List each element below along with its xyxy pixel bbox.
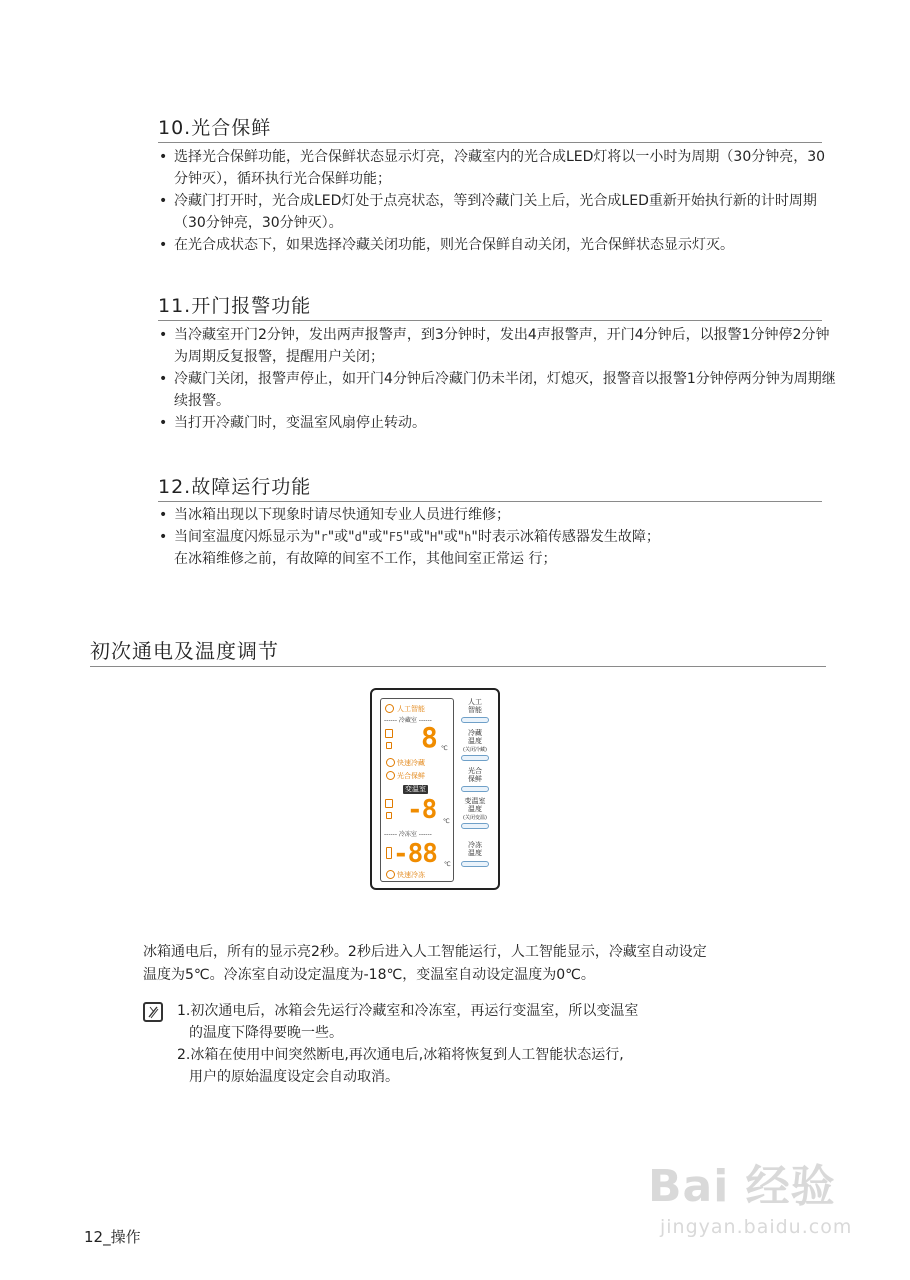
- fault-code-h-lower: h: [464, 530, 472, 544]
- ai-indicator-label: 人工智能: [397, 705, 425, 713]
- var-door-icon: [386, 812, 392, 819]
- freezer-unit: ℃: [444, 861, 451, 868]
- section-12-bullet-1: • 当冰箱出现以下现象时请尽快通知专业人员进行维修；: [158, 504, 838, 526]
- fault-code-d: d: [354, 530, 362, 544]
- photo-fresh-icon: [386, 771, 395, 780]
- section-12-list: [158, 504, 838, 570]
- section-10-list: [158, 146, 838, 256]
- ai-button[interactable]: [461, 717, 489, 723]
- baidu-watermark-logo: Bai 经验: [648, 1161, 836, 1212]
- fault-code-h-upper: H: [430, 530, 438, 544]
- section-11-bullet-1: • 当冷藏室开门2分钟，发出两声报警声，到3分钟时，发出4声报警声，开门4分钟后，以报警1分钟停2分钟为周期反复报警，提醒用户关闭；: [158, 324, 838, 368]
- power-intro: [143, 941, 823, 987]
- note-2-line-1: 2.冰箱在使用中间突然断电,再次通电后,冰箱将恢复到人工智能状态运行,: [177, 1047, 624, 1063]
- fault-line2: 在冰箱维修之前，有故障的间室不工作，其他间室正常运 行；: [174, 551, 557, 567]
- section-10-bullet-3: • 在光合成状态下，如果选择冷藏关闭功能，则光合保鲜自动关闭，光合保鲜状态显示灯灭。: [158, 234, 838, 256]
- freezer-temp-display: -88: [393, 839, 437, 869]
- fridge-mode-icon: [385, 729, 393, 738]
- notes-block: [177, 1000, 817, 1088]
- note-pencil-icon: [143, 1002, 163, 1022]
- note-1-line-1: 1.初次通电后，冰箱会先运行冷藏室和冷冻室，再运行变温室，所以变温室: [177, 1003, 639, 1019]
- fault-code-f5: F5: [388, 530, 404, 544]
- intro-line-2: 温度为5℃。冷冻室自动设定温度为-18℃，变温室自动设定温度为0℃。: [143, 967, 595, 983]
- note-2-line-2: 用户的原始温度设定会自动取消。: [189, 1069, 399, 1085]
- freezer-temp-button-label: 冷冻 温度: [468, 841, 482, 857]
- control-panel: [370, 688, 500, 890]
- note-1-line-2: 的温度下降得要晚一些。: [189, 1025, 343, 1041]
- intro-line-1: 冰箱通电后，所有的显示亮2秒。2秒后进入人工智能运行，人工智能显示，冷藏室自动设定: [143, 944, 707, 960]
- var-unit: ℃: [443, 818, 450, 825]
- fast-freeze-icon: [386, 870, 395, 879]
- fault-code-r: r: [320, 530, 328, 544]
- section-11-list: [158, 324, 838, 434]
- var-temp-display: -8: [407, 795, 437, 825]
- display-screen: [380, 698, 454, 882]
- ai-button-label: 人工 智能: [468, 698, 482, 714]
- ai-icon: [385, 704, 394, 713]
- var-room-header: 变温室: [405, 785, 426, 793]
- fault-suffix: "时表示冰箱传感器发生故障；: [471, 529, 660, 545]
- fridge-header: ------ 冷藏室 ------: [384, 717, 432, 724]
- fridge-unit: ℃: [441, 745, 448, 752]
- fast-cool-label: 快速冷藏: [397, 759, 425, 767]
- page-footer: 12_操作: [84, 1228, 141, 1246]
- or-1: "或": [327, 529, 355, 545]
- baidu-watermark-url: jingyan.baidu.com: [660, 1216, 853, 1238]
- or-2: "或": [361, 529, 389, 545]
- freezer-header: ------ 冷冻室 ------: [384, 831, 432, 838]
- fault-prefix: 当间室温度闪烁显示为": [174, 529, 321, 545]
- fast-freeze-label: 快速冷冻: [397, 871, 425, 879]
- photo-fresh-label: 光合保鲜: [397, 772, 425, 780]
- var-mode-icon: [385, 799, 393, 808]
- section-10-bullet-1: • 选择光合保鲜功能，光合保鲜状态显示灯亮，冷藏室内的光合成LED灯将以一小时为周期（30分钟亮，30分钟灭），循环执行光合保鲜功能；: [158, 146, 838, 190]
- photo-fresh-button-label: 光合 保鲜: [468, 767, 482, 783]
- section-11-bullet-2: • 冷藏门关闭，报警声停止，如开门4分钟后冷藏门仍未半闭，灯熄灭，报警音以报警1分钟停两分钟为周期继续报警。: [158, 368, 838, 412]
- fridge-door-icon: [386, 742, 392, 749]
- fast-cool-icon: [386, 758, 395, 767]
- fridge-temp-display: 8: [421, 721, 437, 754]
- section-11-bullet-3: • 当打开冷藏门时，变温室风扇停止转动。: [158, 412, 838, 434]
- or-4: "或": [437, 529, 465, 545]
- var-temp-button[interactable]: [461, 823, 489, 829]
- section-12-bullet-2: [158, 526, 838, 570]
- photo-fresh-button[interactable]: [461, 786, 489, 792]
- section-12-title: 12.故障运行功能: [158, 475, 822, 502]
- var-temp-button-label: 变温室 温度 (关闭变温): [463, 797, 487, 821]
- section-10-title: 10.光合保鲜: [158, 116, 822, 143]
- power-section-title: 初次通电及温度调节: [90, 638, 826, 667]
- or-3: "或": [403, 529, 431, 545]
- fridge-temp-button[interactable]: [461, 755, 489, 761]
- freezer-door-icon: [386, 847, 392, 859]
- fridge-temp-button-label: 冷藏 温度 (关闭冷藏): [463, 729, 487, 753]
- section-10-bullet-2: • 冷藏门打开时，光合成LED灯处于点亮状态，等到冷藏门关上后，光合成LED重新开始执行新的计时周期（30分钟亮，30分钟灭）。: [158, 190, 838, 234]
- freezer-temp-button[interactable]: [461, 861, 489, 867]
- section-11-title: 11.开门报警功能: [158, 294, 822, 321]
